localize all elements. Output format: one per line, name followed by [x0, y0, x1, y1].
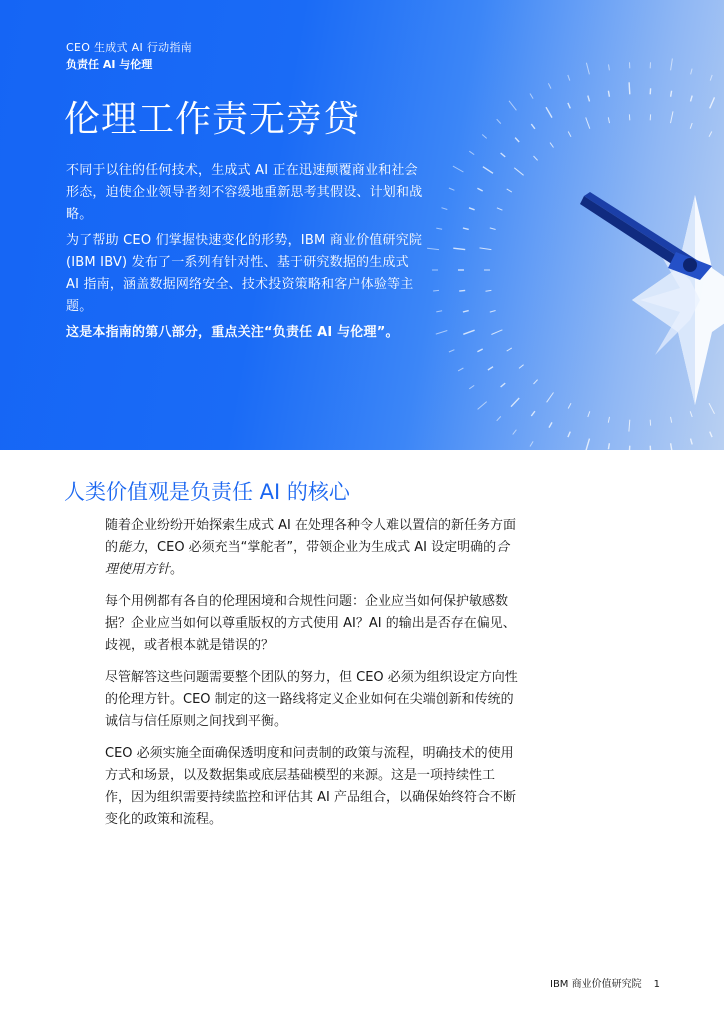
- dial-tick: [486, 290, 492, 291]
- dial-tick: [453, 248, 465, 249]
- dial-tick: [691, 69, 693, 75]
- dial-tick: [534, 156, 538, 160]
- dial-tick: [509, 101, 516, 111]
- intro-text: [66, 160, 424, 348]
- dial-tick: [547, 393, 554, 403]
- body-paragraph-1-part-a: 随着企业纷纷开始探索生成式 AI 在处理各种令人难以置信的新任务方面的: [105, 518, 516, 555]
- dial-tick: [459, 290, 465, 291]
- dial-tick: [608, 91, 609, 97]
- dial-tick: [453, 166, 464, 172]
- body-paragraph-1: [105, 515, 520, 581]
- dial-tick: [710, 75, 712, 81]
- dial-tick: [490, 311, 496, 313]
- page-footer: [540, 978, 660, 992]
- section-body: [105, 515, 520, 841]
- dial-tick: [497, 119, 501, 123]
- dial-tick: [436, 228, 442, 229]
- dial-tick: [608, 417, 609, 423]
- dial-tick: [671, 59, 673, 71]
- dial-tick: [691, 96, 693, 102]
- body-paragraph-1-emphasis-2: 合理使用方针: [105, 540, 510, 577]
- dial-tick: [531, 124, 535, 129]
- dial-tick: [568, 103, 570, 109]
- dial-tick: [427, 248, 439, 249]
- dial-tick: [608, 117, 609, 123]
- body-paragraph-3: 尽管解答这些问题需要整个团队的努力，但 CEO 必须为组织设定方向性的伦理方针。CEO 制定的这一路线将定义企业如何在尖端创新和传统的诚信与信任原则之间找到平衡。: [105, 670, 518, 729]
- dial-tick: [490, 228, 496, 230]
- dial-tick: [469, 208, 475, 210]
- dial-tick: [482, 135, 487, 139]
- dial-tick: [436, 331, 448, 335]
- dial-tick: [709, 403, 715, 414]
- dial-tick: [514, 168, 523, 176]
- dial-tick: [710, 97, 715, 108]
- hero-banner: [0, 0, 724, 450]
- dial-tick: [442, 208, 448, 210]
- section-heading: 人类价值观是负责任 AI 的核心: [64, 480, 350, 504]
- dial-tick: [586, 63, 589, 75]
- body-paragraph-1-part-b: ，CEO 必须充当“掌舵者”，带领企业为生成式 AI 设定明确的: [144, 540, 497, 555]
- dial-tick: [709, 132, 712, 137]
- dial-tick: [469, 151, 474, 154]
- dial-tick: [546, 107, 552, 117]
- body-paragraph-4: CEO 必须实施全面确保透明度和问责制的政策与流程，明确技术的使用方式和场景，以及数据集或底层基础模型的来源。这是一项持续性工作，因为组织需要持续监控和评估其 AI 产品组合，以确保始终符合不断变化的政策和流程。: [105, 746, 516, 827]
- body-paragraph-1-emphasis-1: 能力: [118, 540, 145, 555]
- dial-tick: [534, 380, 538, 384]
- dial-tick: [463, 228, 469, 229]
- dial-tick: [568, 75, 570, 81]
- dial-tick: [671, 111, 674, 123]
- dial-tick: [549, 422, 552, 427]
- page-number: 1: [653, 979, 660, 990]
- dial-tick: [501, 383, 506, 387]
- dial-tick: [588, 96, 590, 102]
- dial-tick: [530, 441, 533, 446]
- dial-tick: [588, 411, 590, 417]
- page-title: 伦理工作责无旁贷: [64, 99, 361, 140]
- dial-tick: [608, 443, 609, 449]
- dial-tick: [690, 411, 692, 417]
- dial-tick: [629, 420, 630, 432]
- dial-tick: [511, 398, 519, 407]
- dial-tick: [501, 153, 506, 157]
- compass-rose: [632, 195, 724, 405]
- dial-tick: [497, 416, 501, 420]
- dial-tick: [671, 443, 673, 450]
- dial-tick: [433, 290, 439, 291]
- dial-tick: [449, 188, 455, 190]
- dial-tick: [530, 94, 533, 99]
- dial-tick: [497, 208, 503, 210]
- guide-part-title: 负责任 AI 与伦理: [66, 58, 153, 71]
- dial-tick: [671, 417, 672, 423]
- dial-tick: [491, 330, 502, 335]
- intro-paragraph-3: 这是本指南的第八部分，重点关注“负责任 AI 与伦理”。: [66, 325, 399, 340]
- dial-tick: [609, 64, 610, 70]
- intro-paragraph-2: 为了帮助 CEO 们掌握快速变化的形势，IBM 商业价值研究院 (IBM IBV) 发布了一系列有针对性、基于研究数据的生成式 AI 指南，涵盖数据网络安全、技术投资策略和客户体验等主题。: [66, 233, 423, 314]
- dial-tick: [568, 432, 570, 438]
- dial-tick: [477, 188, 482, 191]
- dial-tick: [586, 117, 590, 128]
- dial-tick: [436, 311, 442, 312]
- dial-tick: [710, 432, 712, 438]
- body-paragraph-1-part-c: 。: [170, 562, 184, 577]
- dial-tick: [513, 430, 517, 435]
- body-paragraph-2: 每个用例都有各自的伦理困境和合规性问题：企业应当如何保护敏感数据？企业应当如何以尊重版权的方式使用 AI？AI 的输出是否存在偏见、歧视，或者根本就是错误的？: [105, 594, 516, 653]
- dial-tick: [458, 368, 463, 371]
- dial-tick: [478, 402, 487, 410]
- dial-tick: [629, 82, 630, 94]
- dial-tick: [690, 123, 692, 129]
- dial-tick: [483, 167, 493, 174]
- dial-tick: [519, 365, 524, 369]
- dial-tick: [568, 132, 571, 137]
- dial-tick: [586, 439, 589, 450]
- footer-org: IBM 商业价值研究院: [550, 979, 642, 990]
- guide-series-title: CEO 生成式 AI 行动指南: [66, 41, 193, 54]
- dial-tick: [469, 385, 474, 388]
- dial-tick: [548, 83, 551, 88]
- dial-tick: [671, 91, 672, 97]
- dial-tick: [515, 138, 519, 142]
- dial-tick: [449, 350, 455, 352]
- dial-tick: [463, 330, 474, 334]
- dial-tick: [477, 349, 482, 352]
- dial-tick: [463, 311, 469, 312]
- dial-tick: [488, 367, 493, 370]
- dial-tick: [507, 189, 512, 192]
- dial-tick: [550, 143, 554, 148]
- intro-paragraph-1: 不同于以往的任何技术，生成式 AI 正在迅速颠覆商业和社会形态，迫使企业领导者刻不容缓地重新思考其假设、计划和战略。: [66, 163, 423, 222]
- dial-tick: [691, 439, 693, 445]
- dial-tick: [531, 411, 535, 416]
- dial-tick: [480, 248, 492, 250]
- dial-tick: [507, 348, 512, 351]
- dial-tick: [568, 403, 571, 408]
